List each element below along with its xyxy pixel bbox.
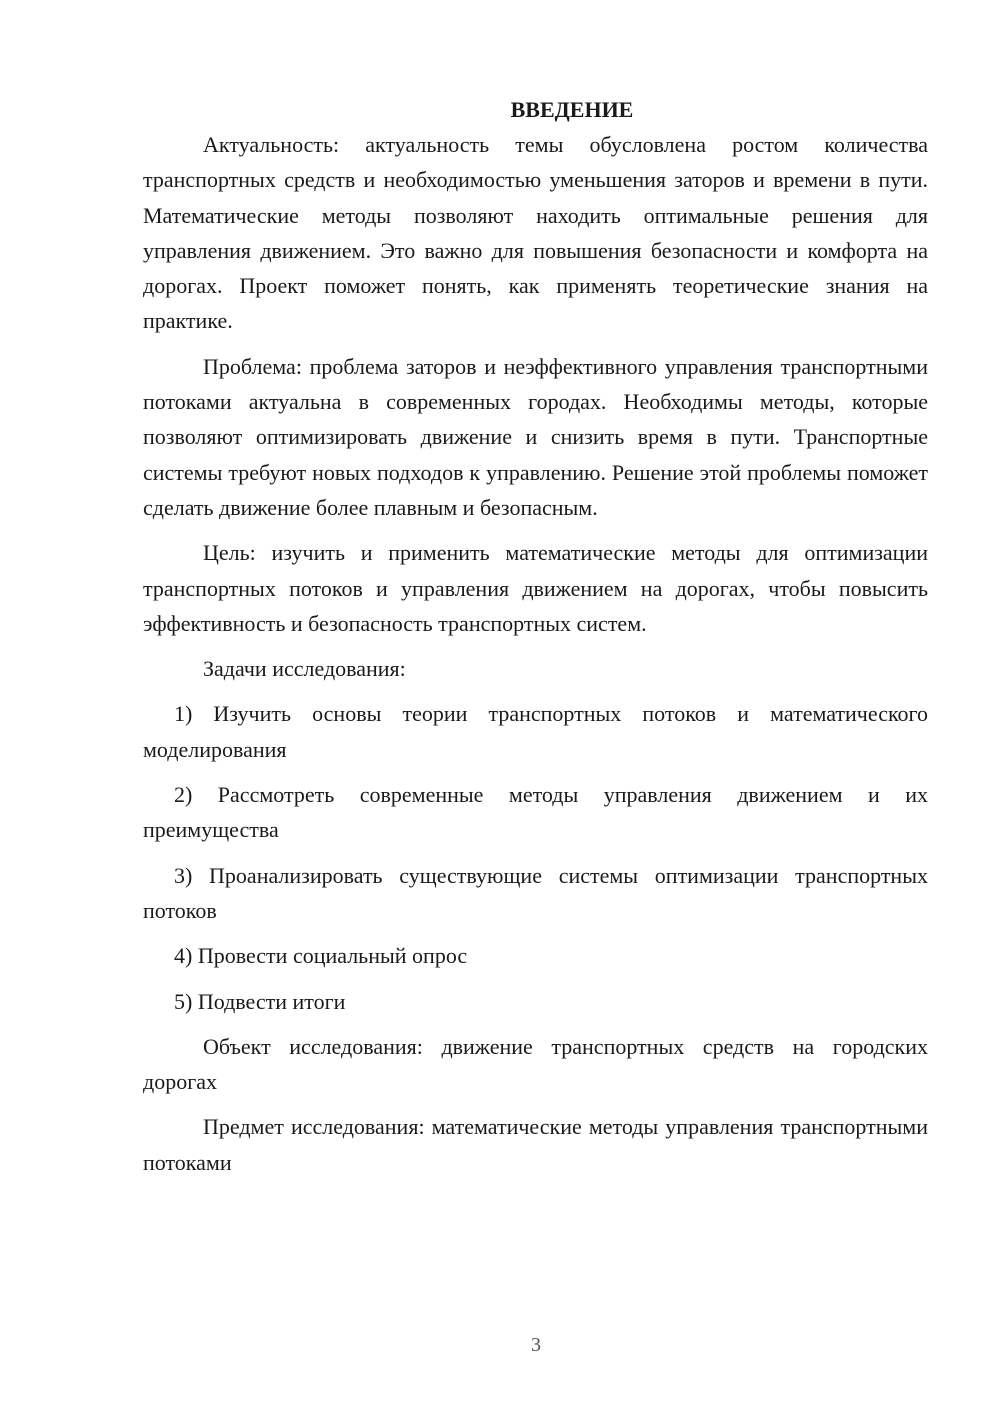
tasks-heading: Задачи исследования: bbox=[203, 656, 406, 682]
task-item-2: 2) Рассмотреть современные методы управления движением и их преимущества bbox=[143, 782, 928, 843]
relevance-paragraph: Актуальность: актуальность темы обусловлена ростом количества транспортных средств и необходимостью уменьшения заторов и времени в пути. Математические методы позволяют находить оптимальные решения для управления движением. Это важно для повышения безопасности и комфорта на дорогах. Проект поможет понять, как применять теоретические знания на практике. bbox=[143, 132, 928, 334]
problem-paragraph: Проблема: проблема заторов и неэффективного управления транспортными потоками актуальна в современных городах. Необходимы методы, которые позволяют оптимизировать движение и снизить время в пути. Транспортные системы требуют новых подходов к управлению. Решение этой проблемы поможет сделать движение более плавным и безопасным. bbox=[143, 353, 928, 520]
task-item-4: 4) Провести социальный опрос bbox=[174, 943, 468, 969]
task-item-5: 5) Подвести итоги bbox=[174, 988, 346, 1014]
page-title: ВВЕДЕНИЕ bbox=[510, 97, 634, 122]
task-item-3: 3) Проанализировать существующие системы оптимизации транспортных потоков bbox=[143, 862, 928, 923]
object-paragraph: Объект исследования: движение транспортных средств на городских дорогах bbox=[143, 1033, 928, 1095]
goal-paragraph: Цель: изучить и применить математические методы для оптимизации транспортных потоков и управления движением на дорогах, чтобы повысить эффективность и безопасность транспортных систем. bbox=[143, 540, 928, 636]
subject-paragraph: Предмет исследования: математические методы управления транспортными потоками bbox=[143, 1114, 928, 1175]
page-number: 3 bbox=[531, 1334, 541, 1356]
task-item-1: 1) Изучить основы теории транспортных потоков и математического моделирования bbox=[143, 701, 928, 762]
page-body bbox=[143, 92, 928, 1180]
